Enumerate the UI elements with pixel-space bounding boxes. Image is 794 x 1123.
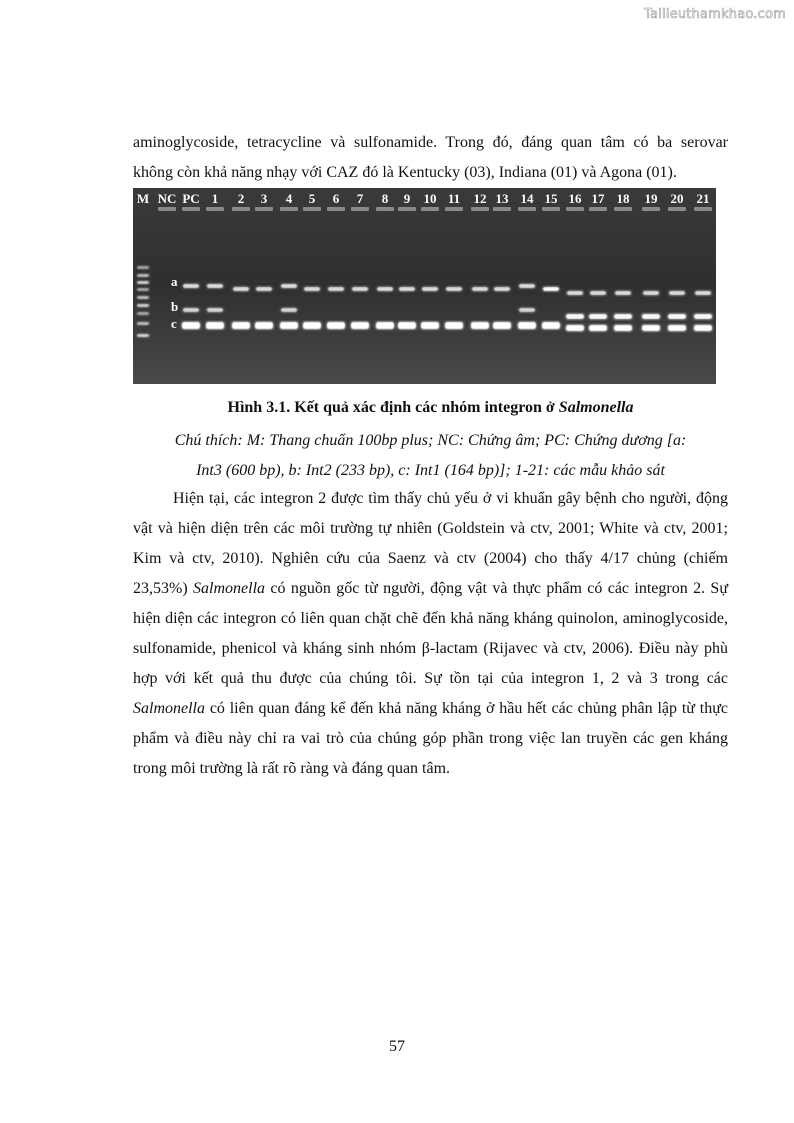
gel-well — [158, 207, 176, 211]
gel-well — [182, 207, 200, 211]
band-c-upper — [614, 314, 632, 319]
gel-well — [518, 207, 536, 211]
band-a — [543, 287, 559, 291]
gel-well — [255, 207, 273, 211]
band-a — [352, 287, 368, 291]
band-c — [303, 322, 321, 329]
band-label-c: c — [171, 316, 177, 331]
band-b — [281, 308, 297, 312]
lane-label: 4 — [285, 191, 293, 206]
band-a — [669, 291, 685, 295]
lane-label: 12 — [473, 191, 487, 206]
gel-well — [280, 207, 298, 211]
lane-label: 14 — [520, 191, 534, 206]
figure-title — [133, 396, 728, 420]
band-a — [643, 291, 659, 295]
gel-well — [351, 207, 369, 211]
band-a — [472, 287, 488, 291]
band-c-upper — [589, 314, 607, 319]
band-a — [399, 287, 415, 291]
lane-label: 3 — [260, 191, 268, 206]
band-label-a: a — [171, 274, 178, 289]
intro-line-1: aminoglycoside, tetracycline và sulfonamide. Trong đó, đáng quan tâm có ba serovar — [133, 134, 728, 151]
lane-label: M — [136, 191, 150, 206]
band-c — [694, 325, 712, 331]
band-a — [183, 284, 199, 288]
band-a — [615, 291, 631, 295]
lane-label: 15 — [544, 191, 558, 206]
band-c — [255, 322, 273, 329]
gel-well — [445, 207, 463, 211]
band-c — [471, 322, 489, 329]
gel-well — [398, 207, 416, 211]
lane-label: 17 — [591, 191, 605, 206]
band-c-upper — [566, 314, 584, 319]
band-c — [351, 322, 369, 329]
band-a — [590, 291, 606, 295]
band-a — [422, 287, 438, 291]
band-a — [377, 287, 393, 291]
figure-note — [133, 426, 728, 486]
gel-svg — [133, 188, 716, 384]
lane-label: 16 — [568, 191, 582, 206]
band-a — [446, 287, 462, 291]
band-c — [614, 325, 632, 331]
band-c — [421, 322, 439, 329]
lane-label: 5 — [308, 191, 316, 206]
band-c — [542, 322, 560, 329]
lane-label: 20 — [670, 191, 684, 206]
ladder-band — [137, 312, 149, 315]
band-c — [182, 322, 200, 329]
gel-well — [493, 207, 511, 211]
band-c — [232, 322, 250, 329]
figure-title-italic: Salmonella — [558, 399, 634, 416]
gel-well — [642, 207, 660, 211]
lane-label: 18 — [616, 191, 630, 206]
band-c — [566, 325, 584, 331]
band-c — [398, 322, 416, 329]
figure-title-text: Hình 3.1. Kết quả xác định các nhóm integron ở — [227, 399, 559, 416]
gel-well — [471, 207, 489, 211]
lane-label: 13 — [495, 191, 509, 206]
intro-paragraph — [133, 128, 728, 188]
ladder-band — [137, 266, 149, 269]
band-a — [256, 287, 272, 291]
band-b — [207, 308, 223, 312]
gel-well — [303, 207, 321, 211]
band-b — [519, 308, 535, 312]
band-c-upper — [694, 314, 712, 319]
gel-well — [376, 207, 394, 211]
lane-label: 1 — [211, 191, 219, 206]
band-c — [668, 325, 686, 331]
gel-well — [614, 207, 632, 211]
lane-label: 21 — [696, 191, 710, 206]
gel-well — [206, 207, 224, 211]
gel-well — [589, 207, 607, 211]
gel-well — [668, 207, 686, 211]
band-c-upper — [642, 314, 660, 319]
band-a — [494, 287, 510, 291]
ladder-band — [137, 288, 149, 291]
ladder-band — [137, 304, 149, 307]
band-a — [695, 291, 711, 295]
band-b — [183, 308, 199, 312]
body-italic-2: Salmonella — [133, 700, 205, 717]
body-text-1: Hiện tại, các integron 2 được tìm thấy chủ yếu ở vi khuẩn gây bệnh cho người, động vật và hiện diện trên các môi trường tự nhiên (Goldstein và ctv, 2001; White và ctv, 2001; Kim và ctv, 2010). Nghiên cứu của Saenz và ctv (2004) cho thấy 4/17 chủng (chiếm 23,53%) — [133, 490, 728, 597]
lane-label: 10 — [423, 191, 437, 206]
band-c — [642, 325, 660, 331]
body-text-2: có nguồn gốc từ người, động vật và thực phẩm có các integron 2. Sự hiện diện các integron có liên quan chặt chẽ đến khả năng kháng quinolon, aminoglycoside, sulfonamide, phenicol và kháng sinh nhóm β-lactam (Rijavec và ctv, 2006). Điều này phù hợp với kết quả thu được của chúng tôi. Sự tồn tại của integron 1, 2 và 3 trong các — [133, 580, 729, 687]
ladder-band — [137, 274, 149, 277]
band-a — [281, 284, 297, 288]
lane-label: PC — [182, 191, 200, 206]
ladder-band — [137, 322, 149, 325]
body-paragraph — [133, 484, 728, 784]
gel-well — [421, 207, 439, 211]
lane-label: 6 — [332, 191, 340, 206]
band-a — [304, 287, 320, 291]
ladder-band — [137, 296, 149, 299]
figure-note-line-1: Chú thích: M: Thang chuẩn 100bp plus; NC: Chứng âm; PC: Chứng dương [a: — [174, 432, 687, 449]
band-label-b: b — [171, 299, 179, 314]
band-c — [280, 322, 298, 329]
band-c — [445, 322, 463, 329]
band-c — [518, 322, 536, 329]
gel-well — [542, 207, 560, 211]
gel-well — [694, 207, 712, 211]
band-c-upper — [668, 314, 686, 319]
lane-label: 11 — [447, 191, 461, 206]
gel-well — [327, 207, 345, 211]
band-c — [376, 322, 394, 329]
lane-label: 7 — [356, 191, 364, 206]
gel-well — [232, 207, 250, 211]
band-c — [493, 322, 511, 329]
lane-label: 9 — [403, 191, 411, 206]
ladder-band — [137, 281, 149, 284]
body-text-3: có liên quan đáng kể đến khả năng kháng ở hầu hết các chủng phân lập từ thực phẩm và điều này chỉ ra vai trò của chúng góp phần trong việc lan truyền các gen kháng trong môi trường là rất rõ ràng và đáng quan tâm. — [133, 700, 728, 777]
band-c — [589, 325, 607, 331]
gel-well — [566, 207, 584, 211]
band-a — [567, 291, 583, 295]
band-a — [519, 284, 535, 288]
band-c — [206, 322, 224, 329]
page-number: 57 — [389, 1038, 405, 1055]
lane-label: 8 — [381, 191, 389, 206]
band-c — [327, 322, 345, 329]
watermark: Tailieuthamkhao.com — [644, 7, 786, 22]
band-a — [233, 287, 249, 291]
band-a — [328, 287, 344, 291]
ladder-band — [137, 334, 149, 337]
figure-note-line-2: Int3 (600 bp), b: Int2 (233 bp), c: Int1 (164 bp)]; 1-21: các mẫu khảo sát — [196, 462, 665, 479]
lane-label: 2 — [237, 191, 245, 206]
band-a — [207, 284, 223, 288]
body-italic-1: Salmonella — [193, 580, 266, 597]
lane-label: 19 — [644, 191, 658, 206]
gel-electrophoresis-image — [133, 188, 716, 384]
intro-line-2: không còn khả năng nhạy với CAZ đó là Kentucky (03), Indiana (01) và Agona (01). — [133, 164, 677, 181]
lane-label: NC — [157, 191, 177, 206]
